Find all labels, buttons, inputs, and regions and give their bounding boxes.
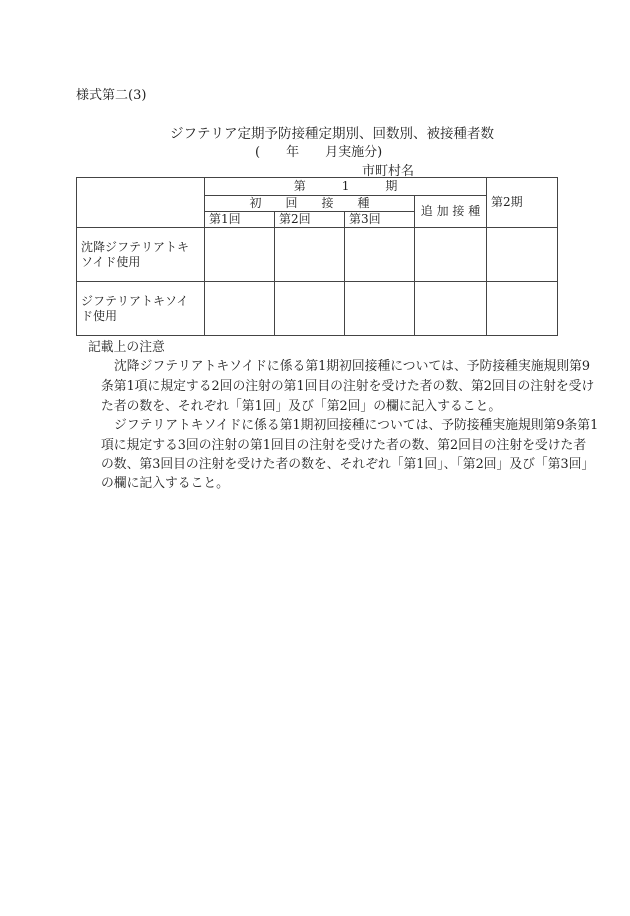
cell-booster — [415, 282, 487, 336]
row-label-line: ジフテリアトキソイ — [81, 293, 189, 308]
note-line: ジフテリアトキソイドに係る第1期初回接種については、予防接種実施規則第9条第1 — [114, 418, 599, 433]
initial-vaccination-header: 初 回 接 種 — [205, 196, 415, 212]
document-title: ジフテリア定期予防接種定期別、回数別、被接種者数 — [170, 126, 494, 142]
note-line: 沈降ジフテリアトキソイドに係る第1期初回接種については、予防接種実施規則第9 — [114, 359, 591, 374]
cell-dose3 — [345, 228, 415, 282]
note-line: 条第1項に規定する2回の注射の第1回目の注射を受けた者の数、第2回目の注射を受け — [101, 379, 595, 394]
note-line: の欄に記入すること。 — [101, 476, 229, 491]
cell-dose1 — [205, 228, 275, 282]
cell-period2 — [487, 282, 558, 336]
note-line: の数、第3回目の注射を受けた者の数を、それぞれ「第1回」、「第2回」及び「第3回」 — [101, 457, 595, 472]
row-label — [77, 282, 205, 336]
dose1-header: 第1回 — [205, 212, 275, 228]
cell-dose2 — [275, 228, 345, 282]
cell-dose2 — [275, 282, 345, 336]
cell-booster — [415, 228, 487, 282]
booster-header: 追 加 接 種 — [415, 196, 487, 228]
row-label — [77, 228, 205, 282]
row-label-line: ソイド使用 — [81, 254, 141, 269]
document-subtitle: ( 年 月実施分) — [255, 145, 383, 160]
cell-dose3 — [345, 282, 415, 336]
header-blank-cell — [77, 178, 205, 228]
municipality-label: 市町村名 — [362, 164, 415, 179]
cell-period2 — [487, 228, 558, 282]
notes-heading: 記載上の注意 — [88, 340, 165, 355]
note-line: 項に規定する3回の注射の第1回目の注射を受けた者の数、第2回目の注射を受けた者 — [101, 438, 587, 453]
vaccination-table — [76, 177, 558, 336]
form-id: 様式第二(3) — [76, 88, 147, 103]
note-line: た者の数を、それぞれ「第1回」及び「第2回」の欄に記入すること。 — [101, 399, 502, 414]
period1-header: 第 1 期 — [205, 178, 487, 196]
row-label-line: ド使用 — [81, 308, 118, 323]
dose3-header: 第3回 — [345, 212, 415, 228]
row-label-line: 沈降ジフテリアトキ — [81, 239, 190, 254]
table-row — [77, 282, 558, 336]
dose2-header: 第2回 — [275, 212, 345, 228]
cell-dose1 — [205, 282, 275, 336]
period2-header: 第2期 — [487, 178, 558, 228]
table-row — [77, 228, 558, 282]
